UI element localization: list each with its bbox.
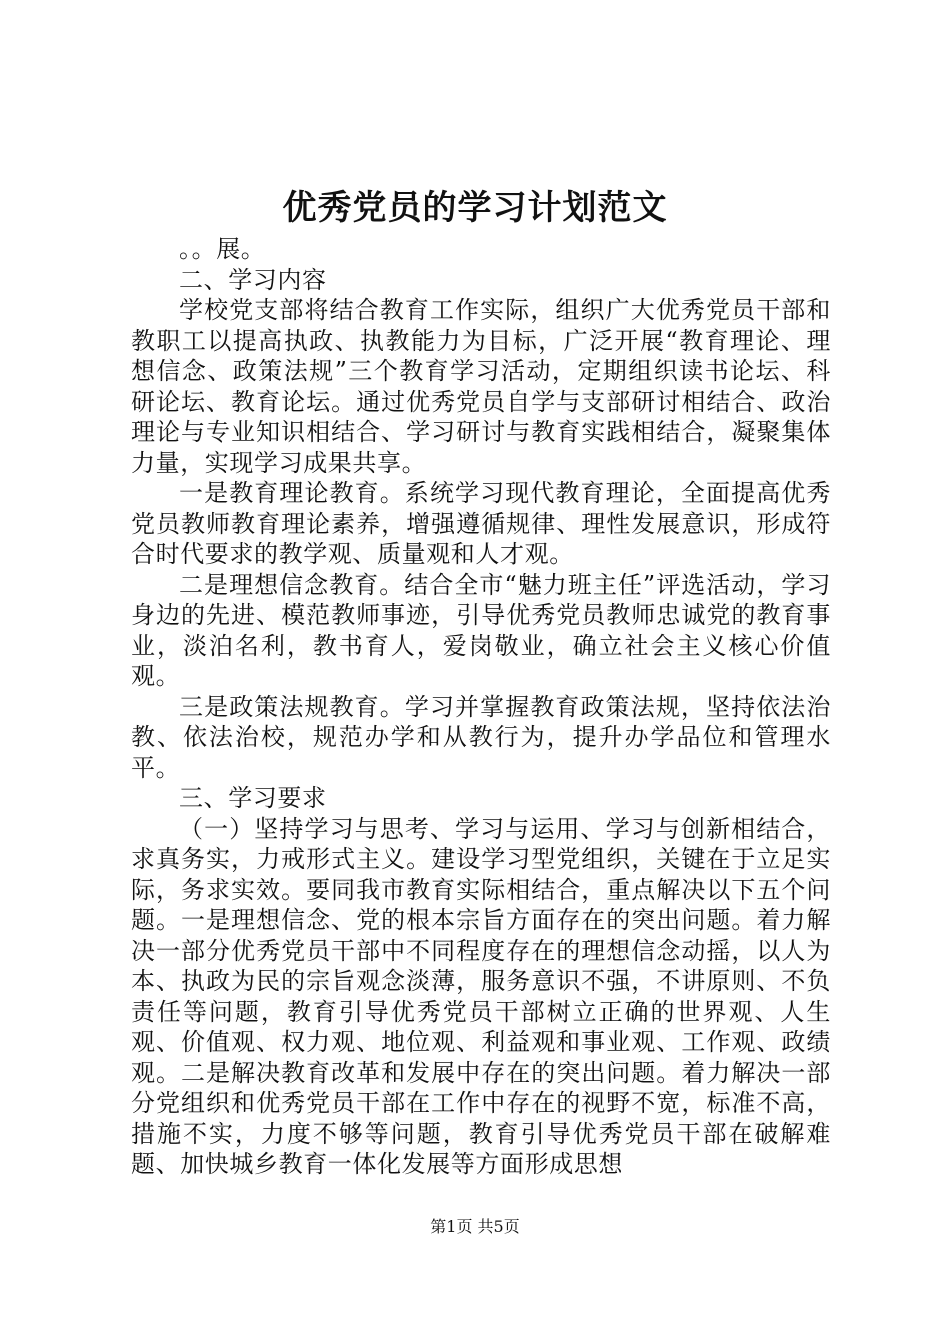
paragraph-policy-education: 三是政策法规教育。学习并掌握教育政策法规，坚持依法治教、依法治校，规范办学和从教行为，提升办学品位和管理水平。: [131, 692, 831, 782]
paragraph-requirement-one: （一）坚持学习与思考、学习与运用、学习与创新相结合，求真务实，力戒形式主义。建设学习型党组织，关键在于立足实际，务求实效。要同我市教育实际相结合，重点解决以下五个问题。一是理想信念、党的根本宗旨方面存在的突出问题。着力解决一部分优秀党员干部中不同程度存在的理想信念动摇，以人为本、执政为民的宗旨观念淡薄，服务意识不强，不讲原则、不负责任等问题，教育引导优秀党员干部树立正确的世界观、人生观、价值观、权力观、地位观、利益观和事业观、工作观、政绩观。二是解决教育改革和发展中存在的突出问题。着力解决一部分党组织和优秀党员干部在工作中存在的视野不宽，标准不高，措施不实，力度不够等问题，教育引导优秀党员干部在破解难题、加快城乡教育一体化发展等方面形成思想: [131, 814, 831, 1178]
paragraph-theory-education: 一是教育理论教育。系统学习现代教育理论，全面提高优秀党员教师教育理论素养，增强遵循规律、理性发展意识，形成符合时代要求的教学观、质量观和人才观。: [131, 479, 831, 568]
paragraph-learning-content: 学校党支部将结合教育工作实际，组织广大优秀党员干部和教职工以提高执政、执教能力为目标，广泛开展“教育理论、理想信念、政策法规”三个教育学习活动，定期组织读书论坛、科研论坛、教育论坛。通过优秀党员自学与支部研讨相结合、政治理论与专业知识相结合、学习研讨与教育实践相结合，凝聚集体力量，实现学习成果共享。: [131, 296, 831, 477]
document-title: 优秀党员的学习计划范文: [282, 188, 668, 228]
paragraph-ideals-education: 二是理想信念教育。结合全市“魅力班主任”评选活动，学习身边的先进、模范教师事迹，引导优秀党员教师忠诚党的教育事业，淡泊名利，教书育人，爱岗敬业，确立社会主义核心价值观。: [131, 570, 831, 690]
section-heading-learning-requirements: 三、学习要求: [179, 784, 327, 812]
page-footer: 第1页 共5页: [430, 1217, 520, 1236]
document-body: [131, 234, 831, 1180]
section-heading-learning-content: 二、学习内容: [179, 265, 327, 294]
paragraph-fragment: 。。展。: [179, 235, 266, 263]
